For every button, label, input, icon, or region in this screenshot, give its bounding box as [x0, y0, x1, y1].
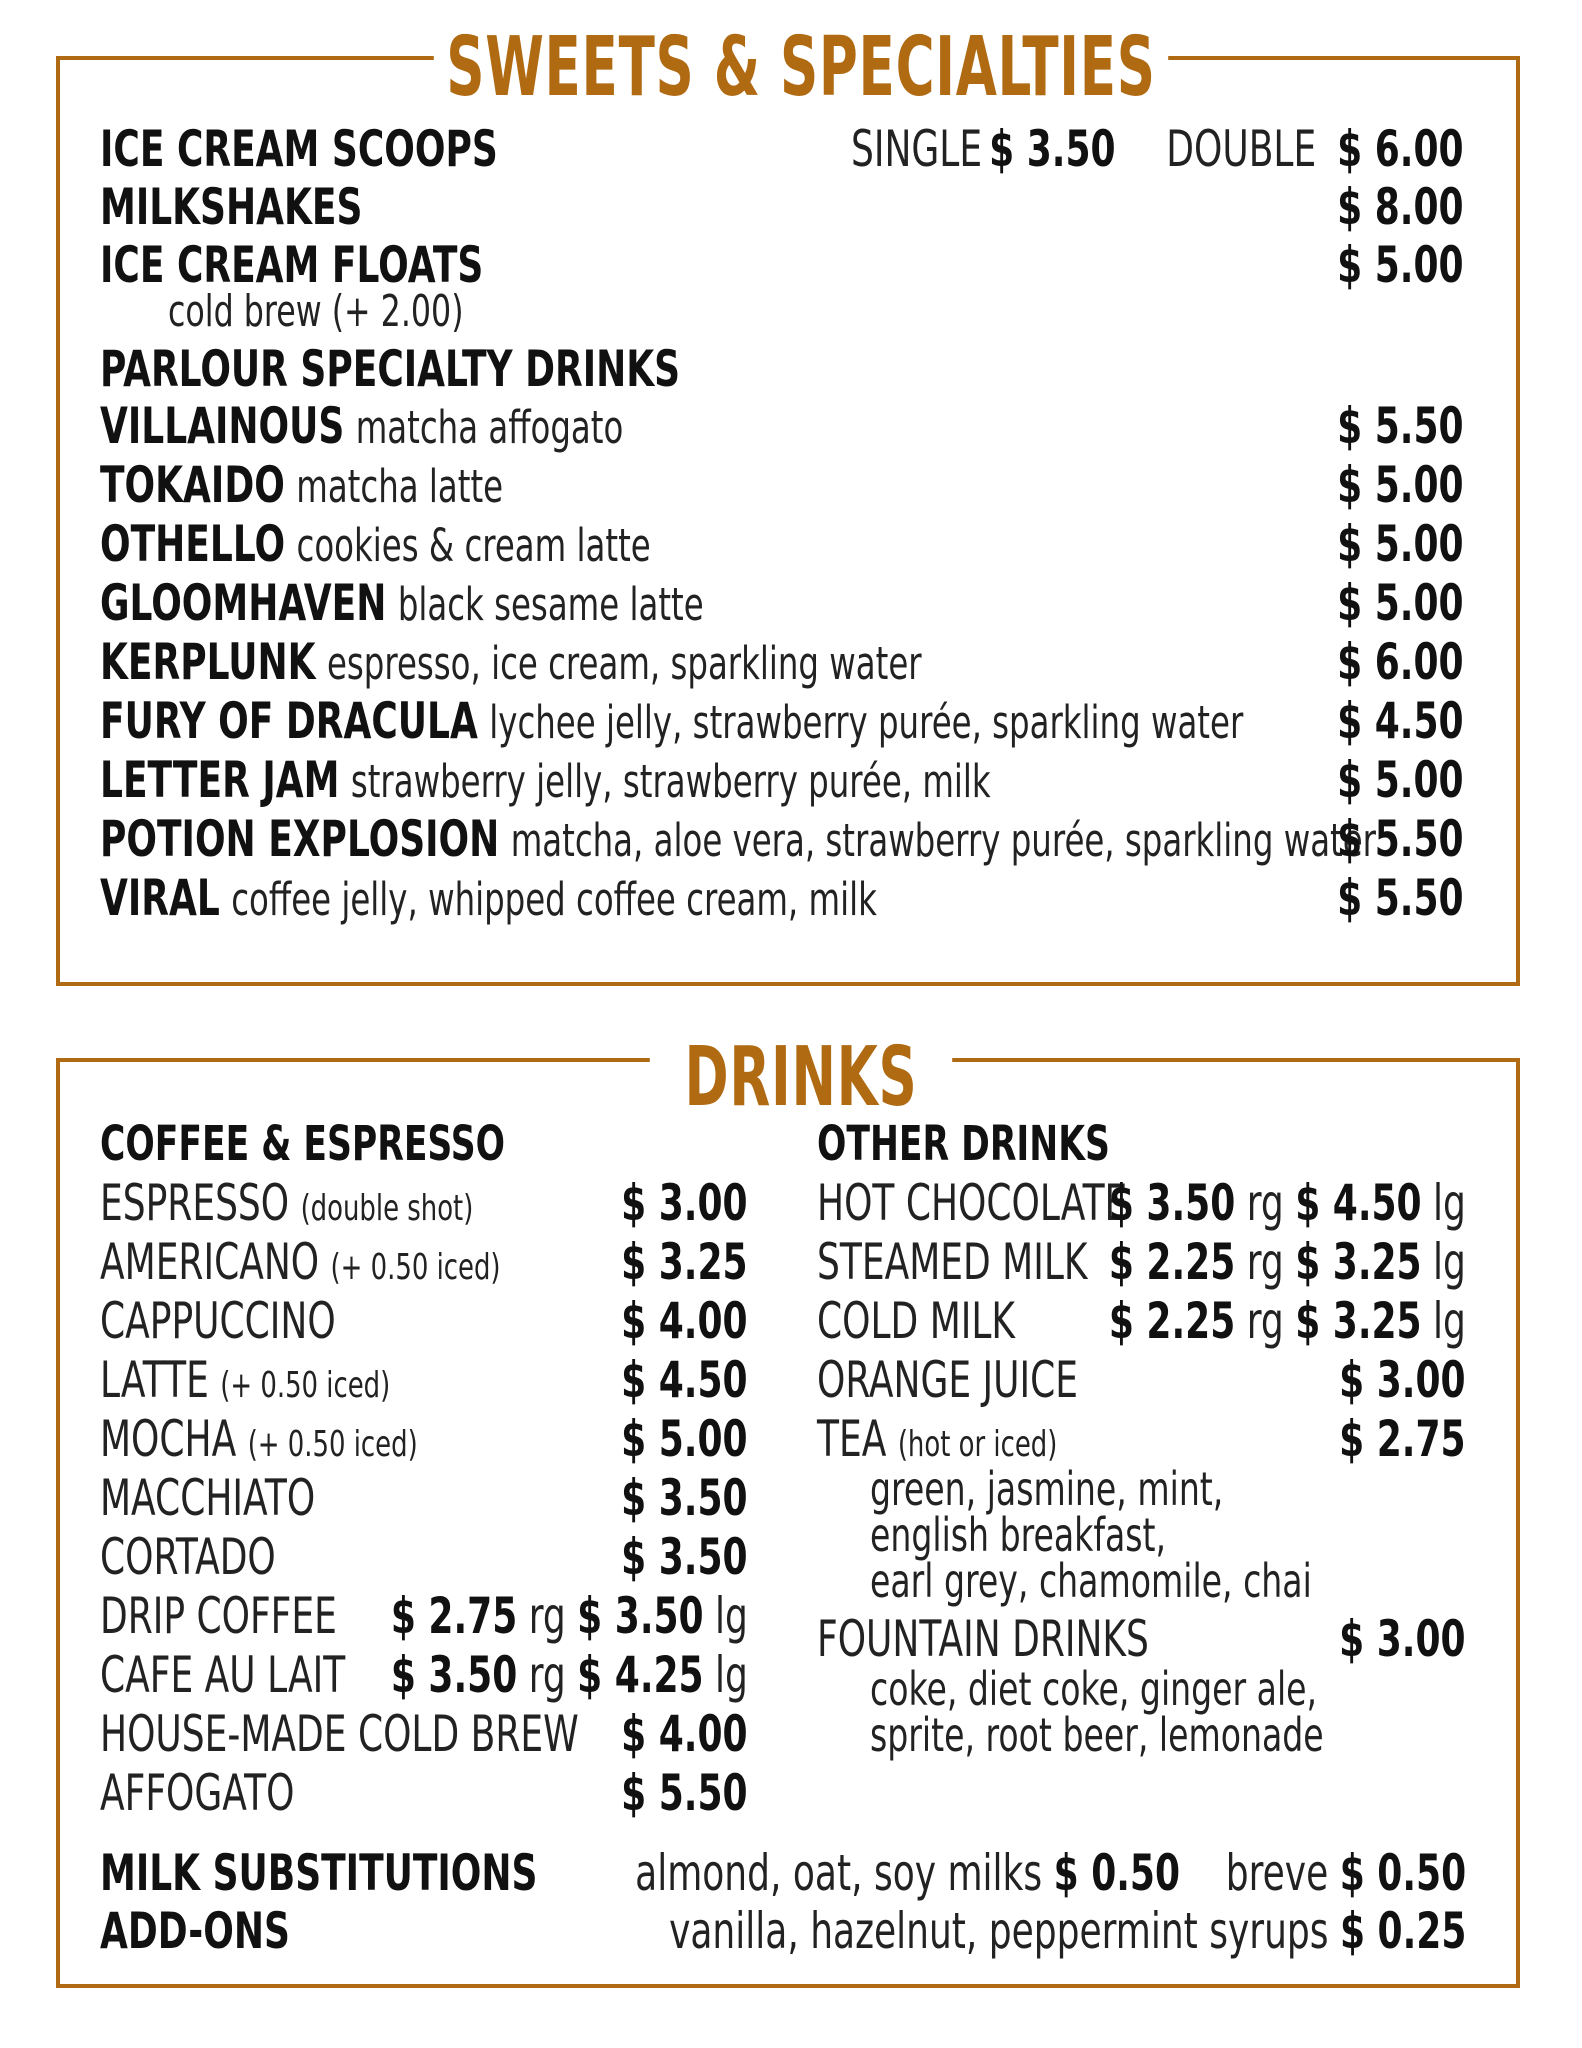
specialty-item: POTION EXPLOSION matcha, aloe vera, strawberry purée, sparkling water: [100, 810, 1377, 868]
menu-item-milkshakes: MILKSHAKES: [100, 178, 363, 236]
other-sized-prices: $ 2.25 rg $ 3.25 lg: [1108, 1292, 1466, 1350]
floats-note: cold brew (+ 2.00): [168, 286, 464, 337]
specialty-item: LETTER JAM strawberry jelly, strawberry purée, milk: [100, 751, 991, 809]
milk-substitutions-label: MILK SUBSTITUTIONS: [100, 1844, 538, 1902]
coffee-price: $ 3.50: [621, 1469, 748, 1527]
specialty-price: $ 5.50: [1337, 397, 1464, 455]
other-item-tea: TEA (hot or iced): [817, 1410, 1058, 1468]
other-sized-prices: $ 2.25 rg $ 3.25 lg: [1108, 1233, 1466, 1291]
tea-price: $ 2.75: [1339, 1410, 1466, 1468]
coffee-item: CORTADO: [100, 1528, 276, 1586]
coffee-item: MOCHA (+ 0.50 iced): [100, 1410, 418, 1468]
coffee-price: $ 5.50: [621, 1764, 748, 1822]
specialty-item: GLOOMHAVEN black sesame latte: [100, 574, 704, 632]
tea-options-line: earl grey, chamomile, chai: [870, 1554, 1312, 1608]
specialty-price: $ 6.00: [1337, 633, 1464, 691]
milkshakes-price: $ 8.00: [1337, 178, 1464, 236]
coffee-item: MACCHIATO: [100, 1469, 316, 1527]
drinks-section-title: DRINKS: [650, 1030, 952, 1125]
coffee-item: CAPPUCCINO: [100, 1292, 336, 1350]
coffee-price: $ 4.00: [621, 1705, 748, 1763]
orange-juice-price: $ 3.00: [1339, 1351, 1466, 1409]
add-ons-prices: vanilla, hazelnut, peppermint syrups $ 0.25: [668, 1902, 1466, 1960]
tea-options-line: green, jasmine, mint,: [870, 1462, 1224, 1516]
fountain-price: $ 3.00: [1339, 1610, 1466, 1668]
specialty-price: $ 5.00: [1337, 574, 1464, 632]
other-item-sized: COLD MILK: [817, 1292, 1016, 1350]
coffee-price: $ 3.25: [621, 1233, 748, 1291]
coffee-heading: COFFEE & ESPRESSO: [100, 1116, 506, 1172]
specialty-item: FURY OF DRACULA lychee jelly, strawberry purée, sparkling water: [100, 692, 1244, 750]
coffee-item-sized: CAFE AU LAIT: [100, 1646, 346, 1704]
coffee-sized-prices: $ 3.50 rg $ 4.25 lg: [390, 1646, 748, 1704]
specialty-item: OTHELLO cookies & cream latte: [100, 515, 651, 573]
fountain-options-line: coke, diet coke, ginger ale,: [870, 1662, 1318, 1716]
other-item-orange-juice: ORANGE JUICE: [817, 1351, 1078, 1409]
coffee-price: $ 3.50: [621, 1528, 748, 1586]
tea-options-line: english breakfast,: [870, 1508, 1167, 1562]
specialty-price: $ 5.00: [1337, 751, 1464, 809]
scoops-double-price: $ 6.00: [1337, 120, 1464, 178]
item-name: ICE CREAM SCOOPS: [100, 120, 498, 178]
scoops-double-label: DOUBLE: [1166, 120, 1316, 178]
coffee-item: ESPRESSO (double shot): [100, 1174, 474, 1232]
specialty-item: TOKAIDO matcha latte: [100, 456, 504, 514]
specialty-item: VIRAL coffee jelly, whipped coffee cream, milk: [100, 869, 877, 927]
specialty-drinks-heading: PARLOUR SPECIALTY DRINKS: [100, 340, 681, 398]
fountain-options-line: sprite, root beer, lemonade: [870, 1708, 1324, 1762]
milk-substitutions-prices: almond, oat, soy milks $ 0.50 breve $ 0.50: [635, 1844, 1466, 1902]
scoops-single-label: SINGLE: [850, 120, 982, 178]
specialty-price: $ 5.00: [1337, 456, 1464, 514]
coffee-price: $ 4.00: [621, 1292, 748, 1350]
other-item-fountain: FOUNTAIN DRINKS: [817, 1610, 1149, 1668]
add-ons-label: ADD-ONS: [100, 1902, 290, 1960]
coffee-price: $ 4.50: [621, 1351, 748, 1409]
menu-item-ice-cream-floats: ICE CREAM FLOATS: [100, 236, 484, 294]
coffee-item: AMERICANO (+ 0.50 iced): [100, 1233, 501, 1291]
coffee-item: HOUSE-MADE COLD BREW: [100, 1705, 579, 1763]
menu-item-ice-cream-scoops: [100, 120, 652, 178]
coffee-sized-prices: $ 2.75 rg $ 3.50 lg: [390, 1587, 748, 1645]
other-drinks-heading: OTHER DRINKS: [817, 1116, 1110, 1172]
sweets-section-title: SWEETS & SPECIALTIES: [434, 20, 1168, 115]
specialty-item: KERPLUNK espresso, ice cream, sparkling water: [100, 633, 922, 691]
other-sized-prices: $ 3.50 rg $ 4.50 lg: [1108, 1174, 1466, 1232]
specialty-price: $ 5.50: [1337, 810, 1464, 868]
specialty-price: $ 5.00: [1337, 515, 1464, 573]
scoops-single-price: $ 3.50: [989, 120, 1116, 178]
specialty-price: $ 4.50: [1337, 692, 1464, 750]
floats-price: $ 5.00: [1337, 236, 1464, 294]
coffee-item: LATTE (+ 0.50 iced): [100, 1351, 391, 1409]
coffee-item: AFFOGATO: [100, 1764, 295, 1822]
other-item-sized: HOT CHOCOLATE: [817, 1174, 1128, 1232]
specialty-price: $ 5.50: [1337, 869, 1464, 927]
coffee-price: $ 5.00: [621, 1410, 748, 1468]
coffee-price: $ 3.00: [621, 1174, 748, 1232]
coffee-item-sized: DRIP COFFEE: [100, 1587, 337, 1645]
other-item-sized: STEAMED MILK: [817, 1233, 1088, 1291]
specialty-item: VILLAINOUS matcha affogato: [100, 397, 624, 455]
